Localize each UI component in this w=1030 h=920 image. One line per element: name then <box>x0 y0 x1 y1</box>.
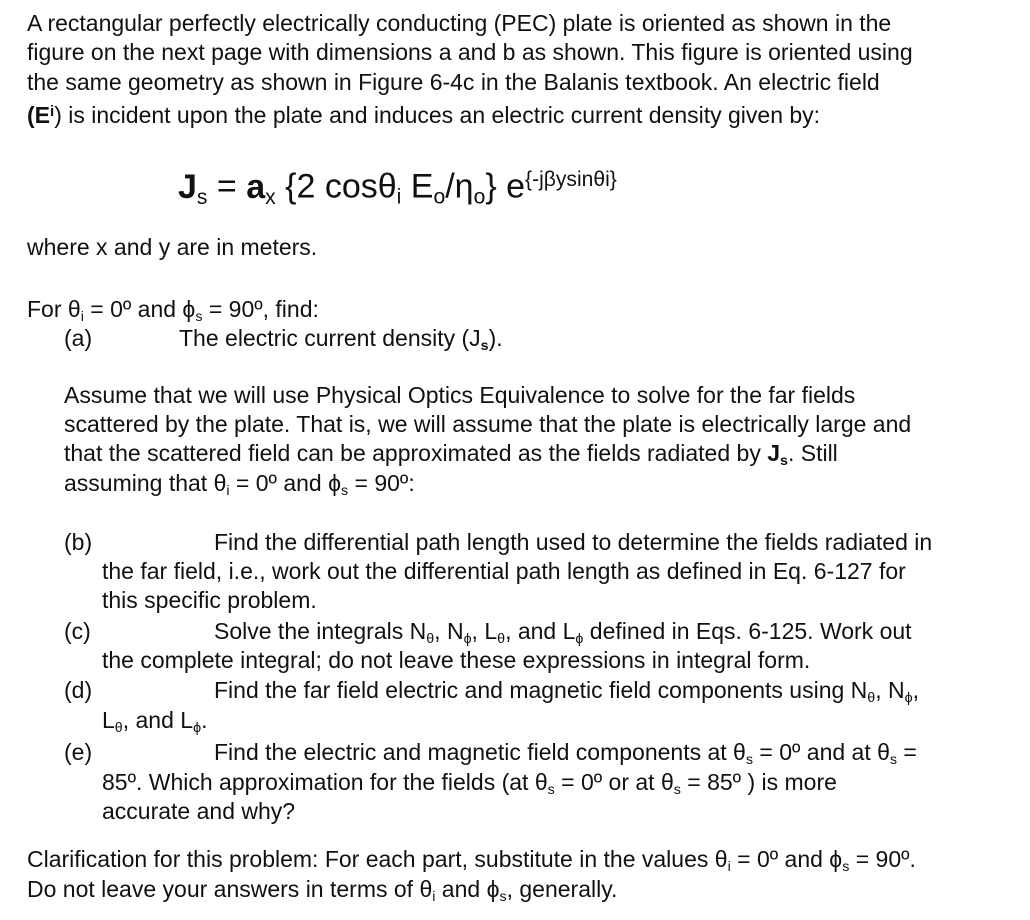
clarification-line-1: Clarification for this problem: For each part, substitute in the values $\theta_i$ = 0º and $\phi_s$ = 90º. <box>27 846 916 875</box>
part-e-line-3: accurate and why? <box>102 798 296 824</box>
conditions-line: For $\theta_i$ = 0º and $\phi_s$ = 90º, find: <box>27 296 319 325</box>
where-line: where x and y are in meters. <box>27 234 318 260</box>
part-c-line-1: (c) Solve the integrals $N_\theta$, $N_\phi$, $L_\theta$, and $L_\phi$ defined in Eqs. 6-125. Work out <box>64 618 912 647</box>
part-d-line-2: $L_\theta$, and $L_\phi$. <box>102 707 208 736</box>
current-density-equation: $J_s = a_x$ {2 cosθ$_i$ $E_o/\eta_o$} $e^{\{-j\beta ysin\theta i\}}$ <box>178 167 617 209</box>
intro-line-3: the same geometry as shown in Figure 6-4c in the Balanis textbook. An electric field <box>27 69 880 95</box>
part-b-line-3: this specific problem. <box>102 587 317 613</box>
ax-unit-vector: $a_x$ <box>246 167 276 209</box>
assume-line-1: Assume that we will use Physical Optics Equivalence to solve for the far fields <box>64 382 856 408</box>
part-b-line-1: (b) Find the differential path length used to determine the fields radiated in <box>64 528 932 558</box>
part-e-line-1: (e) Find the electric and magnetic field components at $\theta_s$ = 0º and at $\theta_s$ = <box>64 739 917 768</box>
assume-line-2: scattered by the plate. That is, we will assume that the plate is electrically large and <box>64 411 912 437</box>
exponent: {-jβysinθi} <box>525 168 617 191</box>
part-e-label: (e) <box>64 739 93 765</box>
part-d-label: (d) <box>64 677 93 703</box>
part-e-line-2: 85º. Which approximation for the fields (at $\theta_s$ = 0º or at $\theta_s$ = 85º ) is more <box>102 769 837 798</box>
intro-line-4: $(E^i)$ is incident upon the plate and induces an electric current density given by: <box>27 101 821 128</box>
intro-line-2: figure on the next page with dimensions a and b as shown. This figure is oriented using <box>27 39 913 65</box>
js-symbol: $J_s$ <box>178 167 208 209</box>
part-b-label: (b) <box>64 529 93 555</box>
assume-line-3: that the scattered field can be approximated as the fields radiated by $J_s$. Still <box>64 440 838 469</box>
part-b-line-2: the far field, i.e., work out the differential path length as defined in Eq. 6-127 for <box>102 558 906 584</box>
part-c-label: (c) <box>64 618 91 644</box>
part-d-line-1: (d) Find the far field electric and magnetic field components using $N_\theta$, $N_\phi$, <box>64 677 919 706</box>
part-c-line-2: the complete integral; do not leave these expressions in integral form. <box>102 647 811 673</box>
incident-field-symbol: ($E^i$ <box>27 101 55 128</box>
clarification-line-2: Do not leave your answers in terms of $\theta_i$ and $\phi_s$, generally. <box>27 876 618 905</box>
part-a: (a) The electric current density $(J_s)$. <box>64 325 503 354</box>
part-a-label: (a) <box>64 325 93 351</box>
intro-line-1: A rectangular perfectly electrically conducting (PEC) plate is oriented as shown in the <box>27 10 892 36</box>
assume-line-4: assuming that $\theta_i$ = 0º and $\phi_s$ = 90º: <box>64 470 415 499</box>
